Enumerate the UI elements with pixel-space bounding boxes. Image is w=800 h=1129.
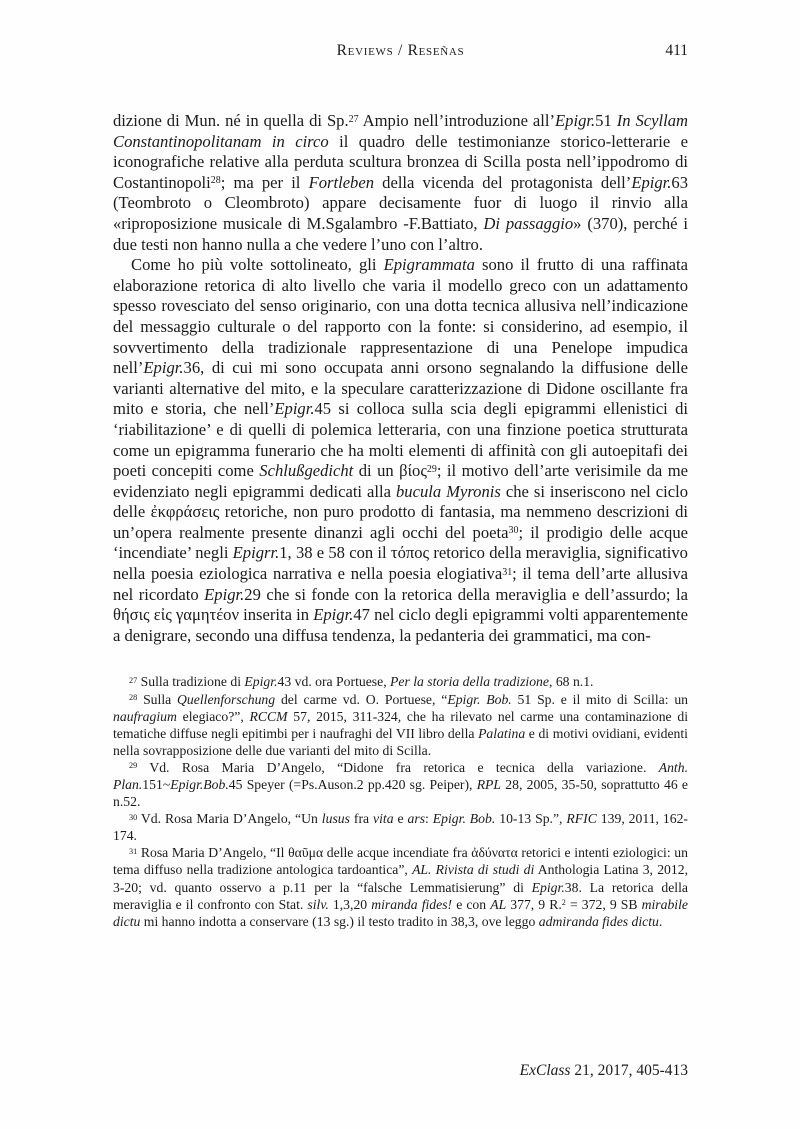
footnote-ref: 2 xyxy=(561,897,566,907)
text-segment: In Scyllam Constantinopolitanam in circo xyxy=(113,111,689,151)
text-segment: 63 (Teombroto o Cleombroto) appare decisamente fuor di luogo il rinvio alla «riproposizione musicale di M.Sgalambro -F.Battiato, xyxy=(113,172,689,233)
text-segment: fra xyxy=(349,811,374,827)
text-segment: Per la storia della tradizione xyxy=(390,674,549,690)
text-segment: mi hanno indotta a conservare (13 sg.) il testo tradito in 38,3, ove leggo xyxy=(140,913,539,929)
text-segment: Rosa Maria D’Angelo, “Il θαῦμα delle acque incendiate fra ἀδύνατα retorici e intenti eziologici: un tema diffuso nella tradizione antologica tardoantica”, xyxy=(113,845,688,878)
text-segment: Sulla xyxy=(143,691,178,707)
text-segment: sono il frutto di una raffinata elaborazione retorica di alto livello che varia il modello greco con un adattamento spesso rovesciato del senso originario, con una dotta tecnica allusiva nell’indicazione del messaggio culturale o del rapporto con la fonte: si considerino, ad esempio, il sovvertimento della tradizionale rappresentazione di una Penelope impudica nell’ xyxy=(113,255,688,378)
text-segment: » (370), perché i due testi non hanno nulla a che vedere l’uno con l’altro. xyxy=(113,213,688,254)
text-segment: 43 vd. ora Portuese, xyxy=(277,674,391,690)
text-segment: naufragium xyxy=(113,708,177,724)
text-segment: Epigr. xyxy=(204,584,245,604)
text-segment: ; il prodigio delle acque ‘incendiate’ negli xyxy=(113,522,688,563)
text-segment: mirabile dictu xyxy=(113,896,688,929)
text-segment: 45 Speyer (=Ps.Auson.2 pp.420 sg. Peiper), xyxy=(228,777,477,792)
text-segment: Vd. Rosa Maria D’Angelo, “Didone fra retorica e tecnica della variazione. xyxy=(149,759,659,775)
footnote xyxy=(113,810,688,844)
text-segment: e di motivi ovidiani, evidenti nella sovrapposizione delle due varianti del mito di Scilla. xyxy=(113,725,688,758)
footnotes-block xyxy=(113,673,688,929)
footnote-ref: 27 xyxy=(348,113,359,125)
text-segment: , 68 n.1. xyxy=(548,674,594,690)
text-segment: il quadro delle testimonianze storico-letterarie e iconografiche relative alla perduta scultura bronzea di Scilla posta nell’ippodromo di Costantinopoli xyxy=(113,131,688,192)
text-segment: e con xyxy=(452,896,491,912)
text-segment: ; il tema dell’arte allusiva nel ricordato xyxy=(113,564,688,604)
text-segment: 47 nel ciclo degli epigrammi volti apparentemente a denigrare, secondo una diffusa tendenza, la pedanteria dei grammatici, ma con- xyxy=(113,605,689,645)
journal-name: ExClass xyxy=(519,1062,571,1079)
text-segment: 38. La retorica della meraviglia e il confronto con Stat. xyxy=(113,879,688,912)
text-segment: miranda fides! xyxy=(371,896,453,912)
footer-citation xyxy=(520,1062,688,1080)
text-segment: Vd. Rosa Maria D’Angelo, “Un xyxy=(140,811,322,827)
text-segment: 10-13 Sp.”, xyxy=(495,811,567,827)
text-segment: Epigrr. xyxy=(232,543,280,563)
text-segment: Palatina xyxy=(478,725,526,741)
text-segment: Epigr. Bob. xyxy=(447,691,512,707)
text-segment: RPL xyxy=(476,777,502,792)
body-paragraphs xyxy=(113,111,688,646)
text-segment: . xyxy=(658,913,663,929)
citation-detail: 21, 2017, 405-413 xyxy=(570,1062,688,1079)
text-segment: ; ma per il xyxy=(220,172,309,192)
text-segment: 45 si colloca sulla scia degli epigrammi ellenistici di ‘riabilitazione’ e di quelli di polemica letteraria, con una finzione poetica strutturata come un epigramma funerario che ha molti elementi di affinità con gli autoepitafi dei poeti concepiti come xyxy=(113,399,688,481)
footnote-number: 31 xyxy=(129,846,138,856)
footnote xyxy=(113,844,688,929)
text-segment: che si inseriscono nel ciclo delle ἐκφράσεις retoriche, non puro prodotto di fantasia, ma nemmeno descrizioni di un’opera realmente presente dinanzi agli occhi del poeta xyxy=(113,481,688,542)
text-segment: ars xyxy=(407,811,426,827)
text-segment: admiranda fides dictu xyxy=(538,913,659,929)
text-segment: Ampio nell’introduzione all’ xyxy=(358,111,556,130)
text-segment: 28, 2005, 35-50, soprattutto 46 e n.52. xyxy=(113,777,688,810)
text-segment: Schlußgedicht xyxy=(259,461,354,481)
text-segment: Di passaggio xyxy=(483,213,574,233)
text-segment: e xyxy=(393,811,408,827)
text-segment: RFIC xyxy=(566,811,597,827)
footnote-ref: 29 xyxy=(426,463,437,475)
text-segment: Epigr. xyxy=(143,358,184,378)
text-segment: RCCM xyxy=(249,708,288,724)
text-segment: Epigr. xyxy=(531,879,565,895)
text-segment: Epigr.Bob. xyxy=(170,777,229,792)
footnote-number: 27 xyxy=(129,675,138,685)
page-number: 411 xyxy=(665,42,688,59)
text-segment: 1,3,20 xyxy=(328,896,372,912)
text-segment: 51 Sp. e il mito di Scilla: un xyxy=(511,691,689,707)
text-segment: di un βίος xyxy=(353,461,427,481)
text-segment: vita xyxy=(373,811,394,827)
text-segment: 151~ xyxy=(142,777,171,792)
text-segment: 57, 2015, 311-324, che ha rilevato nel carme una contaminazione di tematiche diffuse negli epitimbi per i naufraghi del VII libro della xyxy=(113,708,688,741)
running-title: Reviews / Reseñas xyxy=(336,42,465,59)
footnote-ref: 30 xyxy=(508,525,519,537)
text-segment: silv. xyxy=(307,896,329,912)
text-segment: del carme vd. O. Portuese, “ xyxy=(275,691,448,707)
text-segment: dizione di Mun. né in quella di Sp. xyxy=(113,111,349,130)
text-segment: : xyxy=(425,811,433,827)
text-segment: lusus xyxy=(321,811,350,827)
text-segment: = 372, 9 SB xyxy=(565,896,642,912)
text-segment: Quellenforschung xyxy=(177,691,276,707)
text-segment: Sulla tradizione di xyxy=(140,674,245,690)
footnote-number: 28 xyxy=(129,692,138,702)
text-segment: Anth. Plan. xyxy=(113,759,688,792)
text-segment: Fortleben xyxy=(308,172,375,192)
footnote-number: 30 xyxy=(129,812,138,822)
footnote xyxy=(113,673,688,690)
footnote-number: 29 xyxy=(129,761,138,771)
running-header xyxy=(113,42,688,61)
footnote-ref: 28 xyxy=(210,175,221,187)
text-segment: Anthologia Latina 3, 2012, 3-20; vd. quanto osservo a p.11 per la “falsche Lemmatisierung” di xyxy=(113,862,688,895)
text-segment: della vicenda del protagonista dell’ xyxy=(374,172,632,192)
text-segment: bucula Myronis xyxy=(395,481,501,501)
text-segment: Epigr. Bob. xyxy=(432,811,496,827)
footnote xyxy=(113,759,688,810)
text-segment: 1, 38 e 58 con il τόπος retorico della meraviglia, significativo nella poesia eziologica narrativa e nella poesia elogiativa xyxy=(113,543,688,584)
text-segment: AL xyxy=(490,896,507,912)
text-segment: ; il motivo dell’arte verisimile da me evidenziato negli epigrammi dedicati alla xyxy=(113,461,688,501)
text-segment: Epigr. xyxy=(555,111,596,130)
footnote xyxy=(113,691,688,759)
paragraph xyxy=(113,111,688,255)
text-segment: 377, 9 R. xyxy=(506,896,562,912)
text-segment: Epigrammata xyxy=(383,255,475,275)
text-segment: Epigr. xyxy=(313,605,354,625)
text-segment: 51 xyxy=(595,111,617,130)
text-segment: 29 che si fonde con la retorica della meraviglia e dell’assurdo; la θήσις εἰς γαμητέον inserita in xyxy=(113,584,688,625)
text-segment: Epigr. xyxy=(631,172,672,192)
text-segment: Epigr. xyxy=(244,674,278,690)
text-segment: Come ho più volte sottolineato, gli xyxy=(131,255,384,275)
text-segment: Epigr. xyxy=(274,399,315,419)
text-segment: elegiaco?”, xyxy=(176,708,250,724)
paragraph xyxy=(113,255,688,646)
footnote-ref: 31 xyxy=(502,566,513,578)
text-segment: AL. Rivista di studi di xyxy=(412,862,535,878)
text-segment: 36, di cui mi sono occupata anni orsono segnalando la diffusione delle varianti alternative del mito, e la speculare caratterizzazione di Didone oscillante fra mito e storia, che nell’ xyxy=(113,358,688,419)
text-segment: 139, 2011, 162-174. xyxy=(113,811,688,844)
